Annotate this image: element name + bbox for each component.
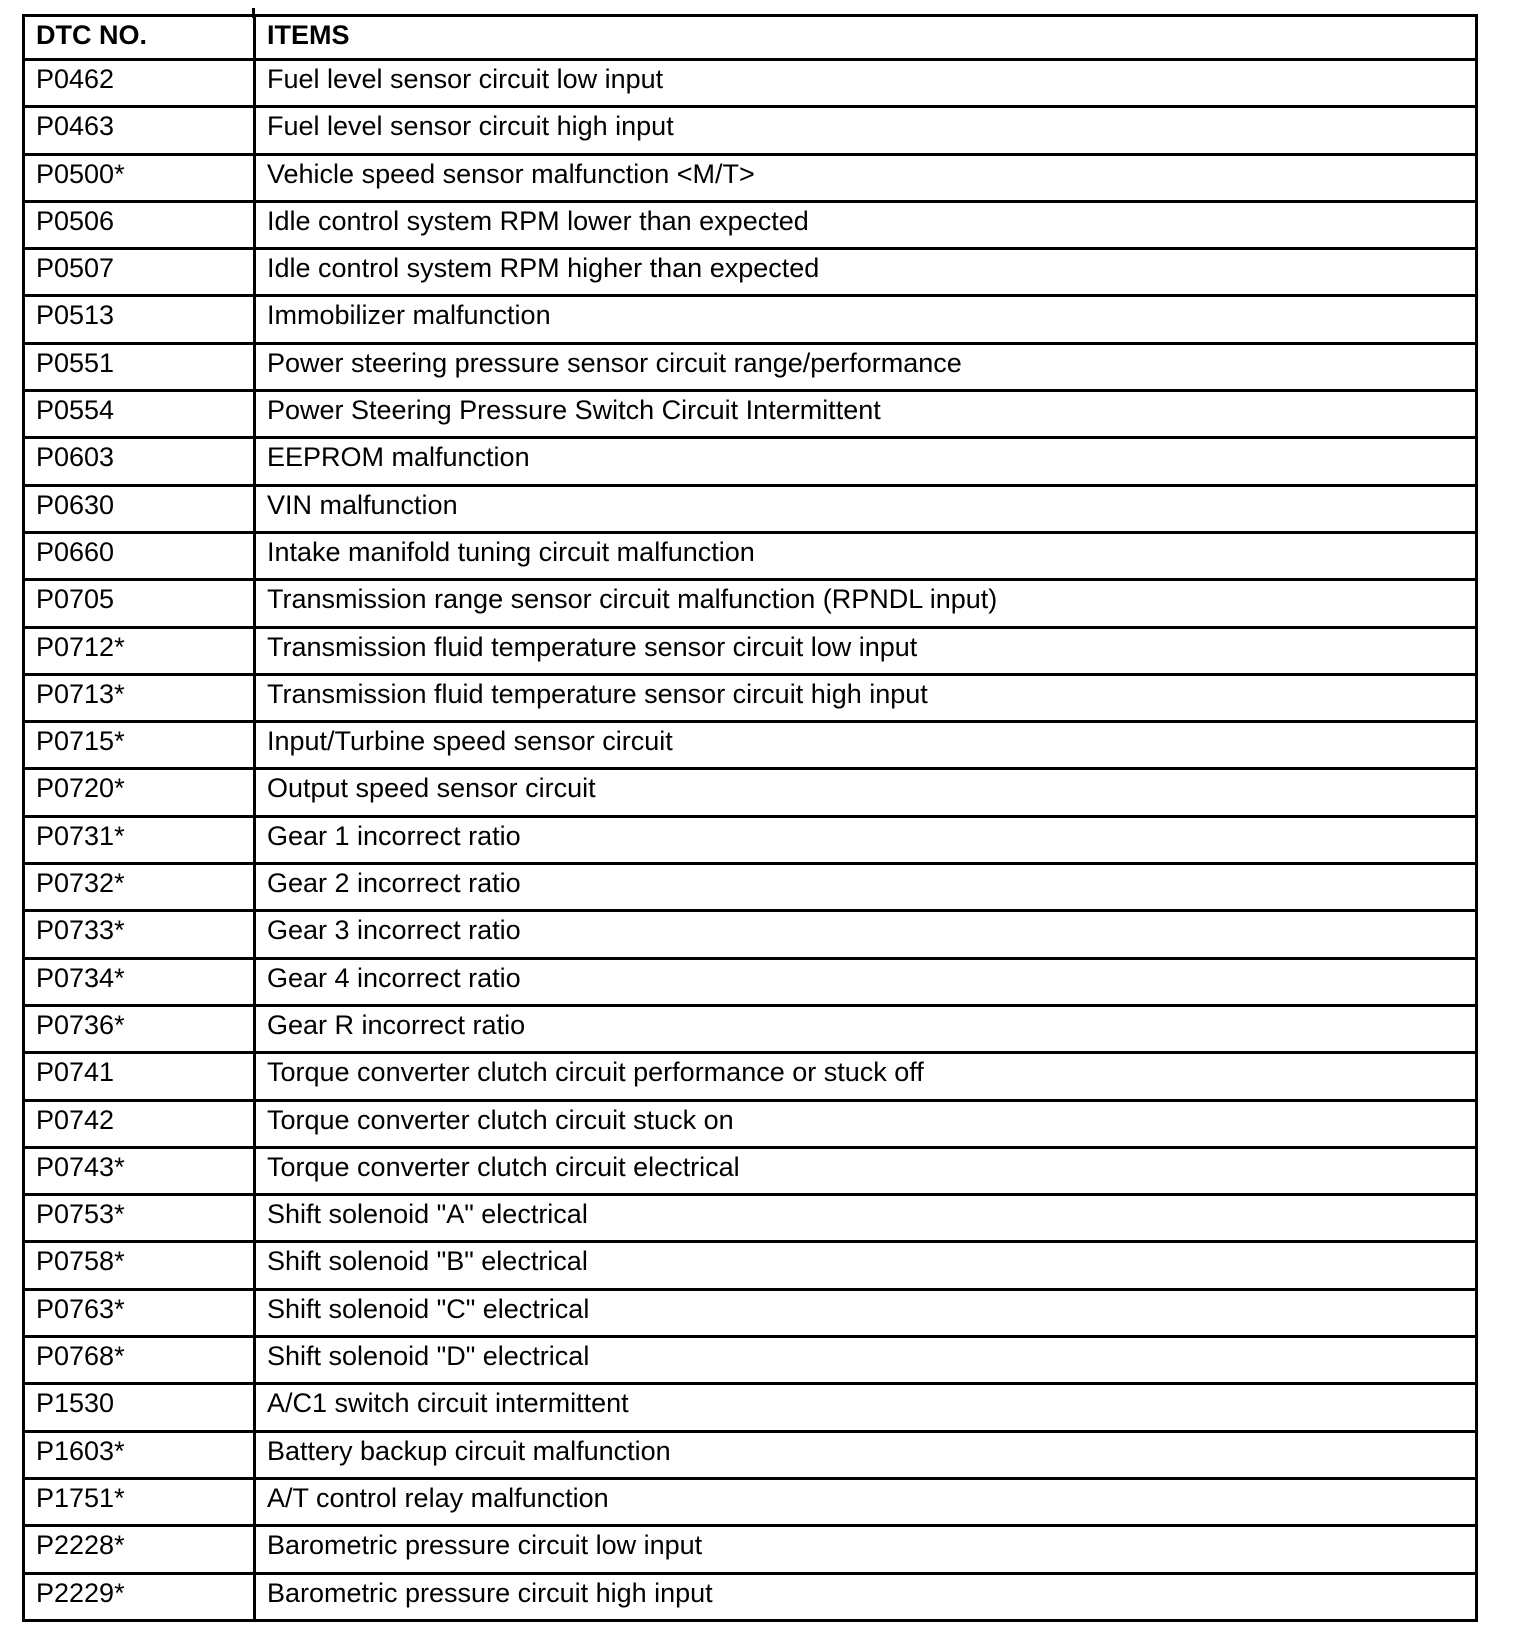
dtc-code-cell: P0462 [24, 60, 255, 107]
table-row [24, 249, 1477, 296]
item-cell: Fuel level sensor circuit low input [255, 60, 1477, 107]
dtc-code-cell: P0741 [24, 1053, 255, 1100]
item-cell: Transmission range sensor circuit malfunction (RPNDL input) [255, 580, 1477, 627]
item-cell: Torque converter clutch circuit electrical [255, 1147, 1477, 1194]
table-row [24, 1005, 1477, 1052]
item-cell: Gear 4 incorrect ratio [255, 958, 1477, 1005]
item-cell: Input/Turbine speed sensor circuit [255, 722, 1477, 769]
table-row [24, 438, 1477, 485]
dtc-code-cell: P0733* [24, 911, 255, 958]
dtc-code-cell: P2229* [24, 1573, 255, 1620]
table-row [24, 864, 1477, 911]
table-row [24, 769, 1477, 816]
table-row [24, 107, 1477, 154]
table-row [24, 1431, 1477, 1478]
table-row [24, 580, 1477, 627]
item-cell: Power steering pressure sensor circuit range/performance [255, 343, 1477, 390]
item-cell: Shift solenoid "A" electrical [255, 1195, 1477, 1242]
item-cell: Torque converter clutch circuit stuck on [255, 1100, 1477, 1147]
item-cell: Torque converter clutch circuit performance or stuck off [255, 1053, 1477, 1100]
dtc-code-cell: P0742 [24, 1100, 255, 1147]
dtc-code-cell: P0712* [24, 627, 255, 674]
table-row [24, 1195, 1477, 1242]
dtc-code-cell: P0715* [24, 722, 255, 769]
item-cell: Gear 3 incorrect ratio [255, 911, 1477, 958]
table-row [24, 1289, 1477, 1336]
dtc-code-cell: P0736* [24, 1005, 255, 1052]
item-cell: A/T control relay malfunction [255, 1478, 1477, 1525]
table-row [24, 532, 1477, 579]
dtc-code-cell: P0731* [24, 816, 255, 863]
dtc-code-cell: P0763* [24, 1289, 255, 1336]
table-row [24, 60, 1477, 107]
table-row [24, 816, 1477, 863]
dtc-code-cell: P0713* [24, 674, 255, 721]
header-items: ITEMS [255, 16, 1477, 60]
table-row [24, 1478, 1477, 1525]
table-row [24, 1526, 1477, 1573]
dtc-code-cell: P0463 [24, 107, 255, 154]
dtc-code-cell: P0513 [24, 296, 255, 343]
table-row [24, 627, 1477, 674]
header-row [24, 16, 1477, 60]
item-cell: Power Steering Pressure Switch Circuit Intermittent [255, 391, 1477, 438]
table-row [24, 1147, 1477, 1194]
item-cell: Idle control system RPM lower than expected [255, 201, 1477, 248]
dtc-code-cell: P0554 [24, 391, 255, 438]
dtc-code-cell: P0603 [24, 438, 255, 485]
item-cell: Battery backup circuit malfunction [255, 1431, 1477, 1478]
table-header [24, 16, 1477, 60]
item-cell: Gear 2 incorrect ratio [255, 864, 1477, 911]
dtc-code-cell: P0732* [24, 864, 255, 911]
dtc-code-cell: P0551 [24, 343, 255, 390]
table-row [24, 201, 1477, 248]
dtc-code-cell: P0734* [24, 958, 255, 1005]
header-dtc-no: DTC NO. [24, 16, 255, 60]
item-cell: Shift solenoid "C" electrical [255, 1289, 1477, 1336]
item-cell: Transmission fluid temperature sensor circuit low input [255, 627, 1477, 674]
table-body [24, 60, 1477, 1621]
item-cell: Intake manifold tuning circuit malfunction [255, 532, 1477, 579]
dtc-code-cell: P0506 [24, 201, 255, 248]
table-row [24, 958, 1477, 1005]
dtc-code-cell: P0500* [24, 154, 255, 201]
table-row [24, 154, 1477, 201]
item-cell: EEPROM malfunction [255, 438, 1477, 485]
dtc-table [22, 14, 1478, 1622]
dtc-code-cell: P1530 [24, 1384, 255, 1431]
table-row [24, 1384, 1477, 1431]
dtc-code-cell: P0630 [24, 485, 255, 532]
dtc-code-cell: P0743* [24, 1147, 255, 1194]
item-cell: Gear R incorrect ratio [255, 1005, 1477, 1052]
table-row [24, 1337, 1477, 1384]
item-cell: Transmission fluid temperature sensor circuit high input [255, 674, 1477, 721]
item-cell: Idle control system RPM higher than expected [255, 249, 1477, 296]
item-cell: Immobilizer malfunction [255, 296, 1477, 343]
item-cell: Shift solenoid "D" electrical [255, 1337, 1477, 1384]
dtc-code-cell: P1751* [24, 1478, 255, 1525]
dtc-code-cell: P0660 [24, 532, 255, 579]
item-cell: Output speed sensor circuit [255, 769, 1477, 816]
item-cell: Vehicle speed sensor malfunction <M/T> [255, 154, 1477, 201]
table-row [24, 485, 1477, 532]
dtc-code-cell: P0705 [24, 580, 255, 627]
dtc-code-cell: P0768* [24, 1337, 255, 1384]
table-row [24, 1053, 1477, 1100]
dtc-code-cell: P0720* [24, 769, 255, 816]
table-row [24, 296, 1477, 343]
item-cell: Shift solenoid "B" electrical [255, 1242, 1477, 1289]
table-row [24, 1100, 1477, 1147]
item-cell: VIN malfunction [255, 485, 1477, 532]
dtc-code-cell: P0753* [24, 1195, 255, 1242]
dtc-code-cell: P0507 [24, 249, 255, 296]
table-row [24, 722, 1477, 769]
dtc-code-cell: P0758* [24, 1242, 255, 1289]
dtc-code-cell: P1603* [24, 1431, 255, 1478]
item-cell: Barometric pressure circuit high input [255, 1573, 1477, 1620]
table-row [24, 1573, 1477, 1620]
dtc-code-cell: P2228* [24, 1526, 255, 1573]
table-row [24, 674, 1477, 721]
table-row [24, 343, 1477, 390]
table-row [24, 1242, 1477, 1289]
item-cell: Gear 1 incorrect ratio [255, 816, 1477, 863]
item-cell: Barometric pressure circuit low input [255, 1526, 1477, 1573]
table-row [24, 911, 1477, 958]
table-row [24, 391, 1477, 438]
item-cell: A/C1 switch circuit intermittent [255, 1384, 1477, 1431]
item-cell: Fuel level sensor circuit high input [255, 107, 1477, 154]
